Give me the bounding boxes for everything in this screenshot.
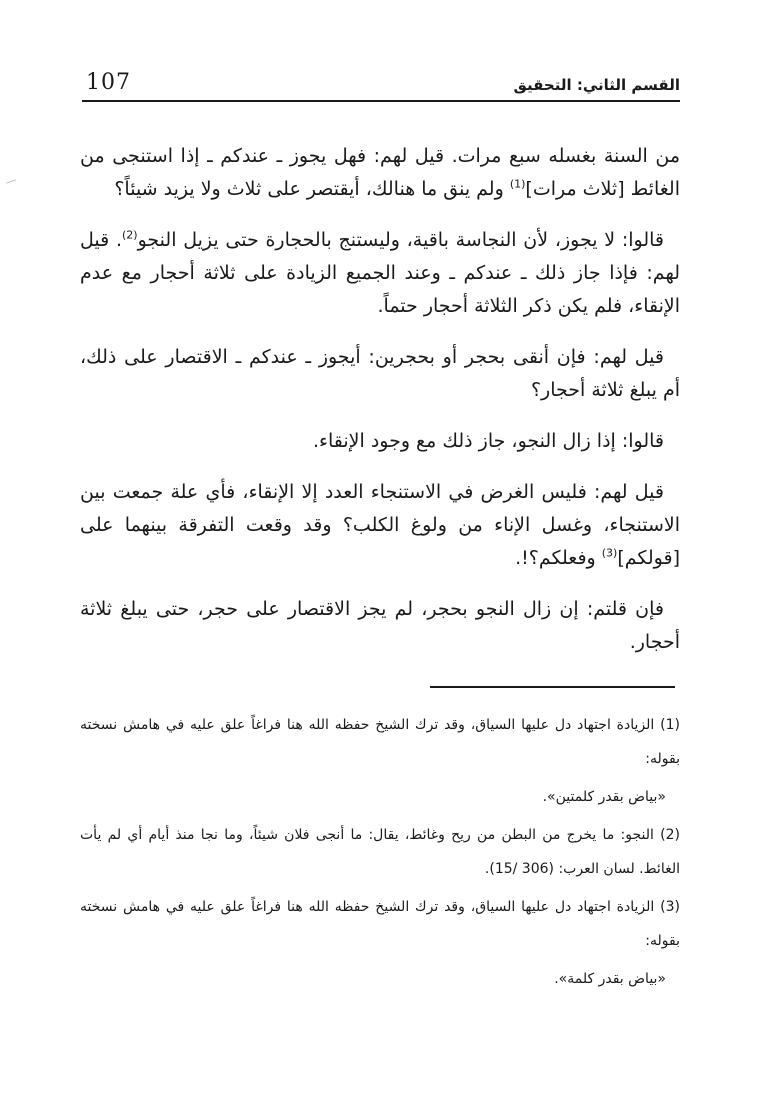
paragraph-6: فإن قلتم: إن زال النجو بحجر، لم يجز الاقتصار على حجر، حتى يبلغ ثلاثة أحجار. (80, 598, 680, 653)
footnotes (80, 708, 680, 1000)
footnote-ref-2: (2) (122, 228, 138, 242)
running-head: القسم الثاني: التحقيق (513, 76, 680, 94)
paragraph-5: قيل لهم: فليس الغرض في الاستنجاء العدد إلا الإنقاء، فأي علة جمعت بين الاستنجاء، وغسل الإناء من ولوغ الكلب؟ وقد وقعت التفرقة بينهما على [قولكم]$^{(3)}$ وفعلكم؟!. (80, 481, 680, 569)
page-header (82, 70, 680, 102)
paragraph-3: قيل لهم: فإن أنقى بحجر أو بحجرين: أيجوز ـ عندكم ـ الاقتصار على ذلك، أم يبلغ ثلاثة أحجار؟ (80, 346, 680, 401)
scan-mark (6, 179, 16, 183)
footnote-1: (1) الزيادة اجتهاد دل عليها السياق، وقد ترك الشيخ حفظه الله هنا فراغاً علق عليه في هامش نسخته بقوله: (80, 717, 680, 767)
footnote-2-reference: (15/ 306) (489, 861, 554, 877)
footnote-ref-1: (1) (509, 177, 526, 191)
footnote-ref-3: (3) (601, 546, 618, 560)
footnote-3: (3) الزيادة اجتهاد دل عليها السياق، وقد ترك الشيخ حفظه الله هنا فراغاً علق عليه في هامش نسخته بقوله: (80, 899, 680, 949)
page-number: 107 (86, 70, 131, 95)
footnote-3-quote: «بياض بقدر كلمة». (554, 971, 666, 987)
footnote-1-quote: «بياض بقدر كلمتين». (542, 789, 666, 805)
paragraph-2: قالوا: لا يجوز، لأن النجاسة باقية، وليستنج بالحجارة حتى يزيل النجو$^{(2)}$. قيل لهم: فإذا جاز ذلك ـ عندكم ـ وعند الجميع الزيادة على ثلاثة أحجار مع عدم الإنقاء، فلم يكن ذكر الثلاثة أحجار حتماً. (80, 228, 680, 317)
footnote-2: (2) النجو: ما يخرج من البطن من ريح وغائط، يقال: ما أنجى فلان شيئاً، وما نجا منذ أيام أي لم يأت الغائط. لسان العرب: (15/ 306). (80, 827, 680, 877)
footnote-separator (430, 686, 675, 688)
paragraph-4: قالوا: إذا زال النجو، جاز ذلك مع وجود الإنقاء. (313, 430, 664, 452)
paragraph-1: من السنة بغسله سبع مرات. قيل لهم: فهل يجوز ـ عندكم ـ إذا استنجى من الغائط [ثلاث مرات]$^{(1)}$ ولم ينق ما هنالك، أيقتصر على ثلاث ولا يزيد شيئاً؟ (80, 145, 680, 200)
main-text (80, 140, 680, 677)
